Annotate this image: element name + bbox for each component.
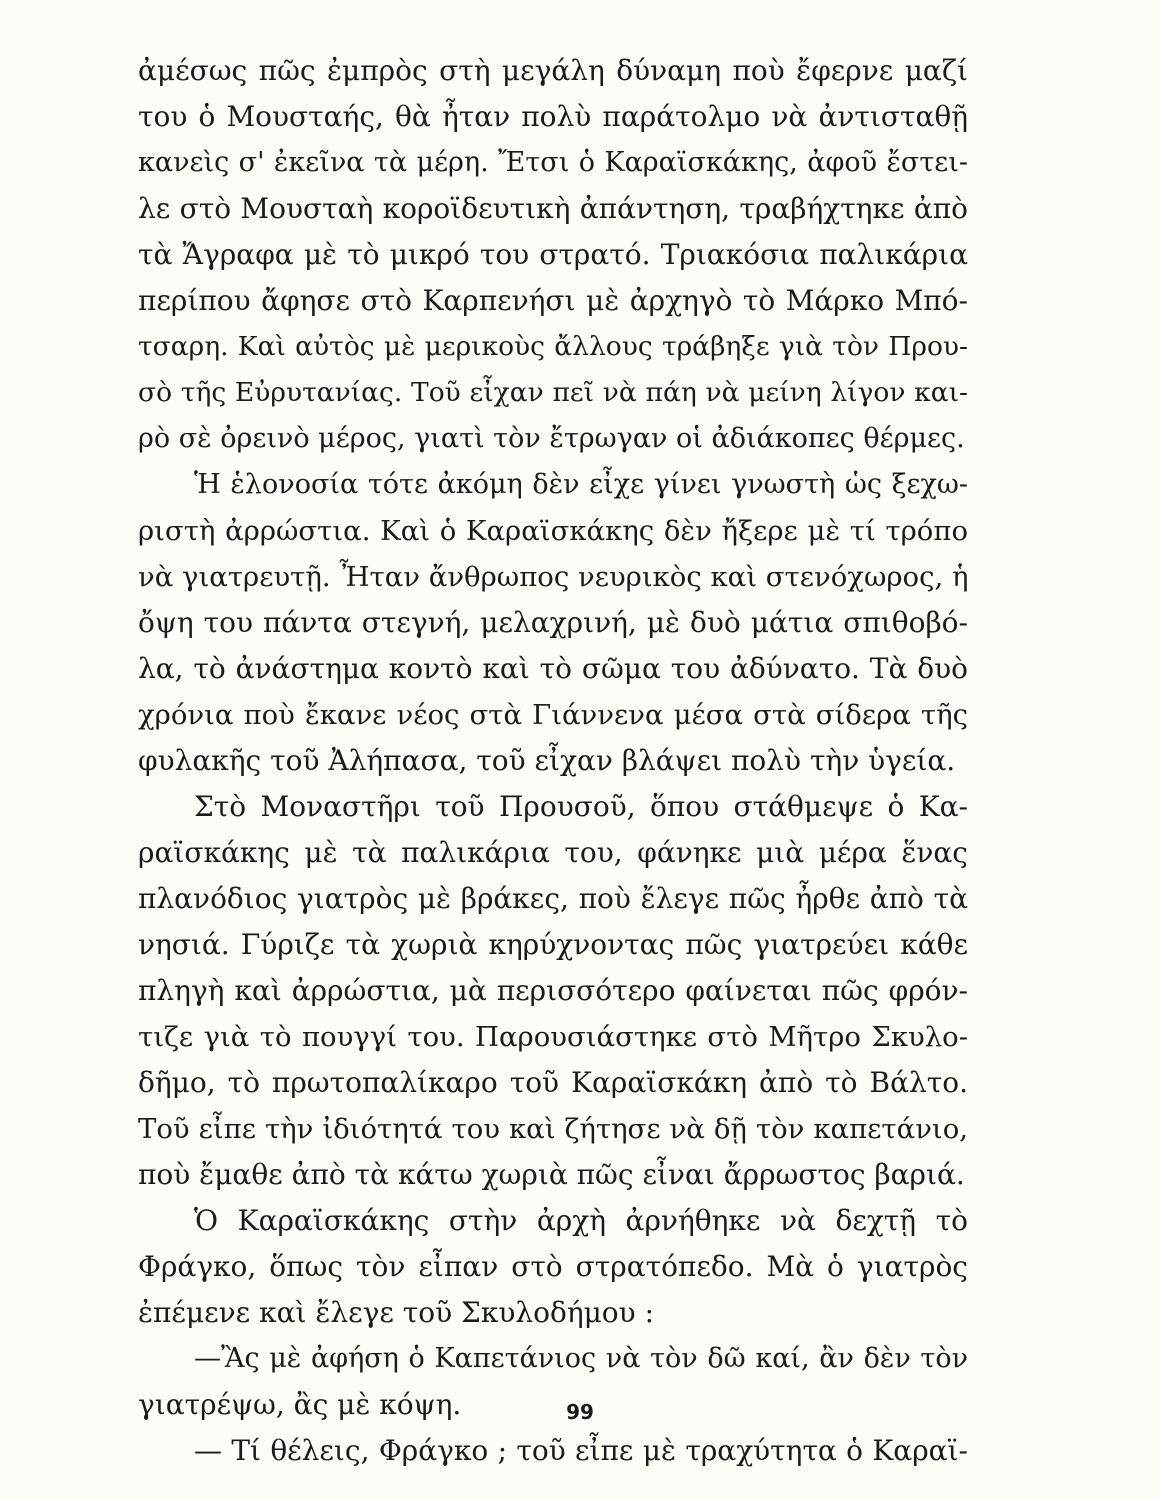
text-line: ἐπέμενε καὶ ἔλεγε τοῦ Σκυλοδήμου : (138, 1296, 655, 1329)
text-line: φυλακῆς τοῦ Ἀλήπασα, τοῦ εἶχαν βλάψει πολὺ τὴν ὑγεία. (138, 744, 956, 777)
text-line: Ἡ ἑλονοσία τότε ἀκόμη δὲν εἶχε γίνει γνωστὴ ὡς ξεχω- (194, 469, 968, 500)
text-line: τιζε γιὰ τὸ πουγγί του. Παρουσιάστηκε στὸ Μῆτρο Σκυλο- (138, 1021, 968, 1053)
text-line: Ὁ Καραϊσκάκης στὴν ἀρχὴ ἀρνήθηκε νὰ δεχτῇ τὸ (194, 1204, 968, 1237)
text-line: ἀμέσως πῶς ἐμπρὸς στὴ μεγάλη δύναμη ποὺ ἔφερνε μαζί (138, 54, 968, 87)
text-line: ριστὴ ἀρρώστια. Καὶ ὁ Καραϊσκάκης δὲν ἤξερε μὲ τί τρόπο (138, 515, 968, 547)
text-line: —Ἂς μὲ ἀφήση ὁ Καπετάνιος νὰ τὸν δῶ καί, ἂν δὲν τὸν (194, 1343, 968, 1374)
text-line: τὰ Ἄγραφα μὲ τὸ μικρό του στρατό. Τριακόσια παλικάρια (138, 238, 968, 271)
page-number: 99 (566, 1400, 594, 1424)
body-text (138, 48, 968, 1474)
text-line: δῆμο, τὸ πρωτοπαλίκαρο τοῦ Καραϊσκάκη ἀπὸ τὸ Βάλτο. (138, 1066, 968, 1099)
text-line: κανεὶς σ' ἐκεῖνα τὰ μέρη. Ἔτσι ὁ Καραϊσκάκης, ἀφοῦ ἔστει- (138, 147, 968, 178)
text-line: Φράγκο, ὅπως τὸν εἶπαν στὸ στρατόπεδο. Μὰ ὁ γιατρὸς (138, 1250, 968, 1283)
text-line: λε στὸ Μουσταὴ κοροϊδευτικὴ ἀπάντηση, τραβήχτηκε ἀπὸ (138, 192, 968, 225)
text-line: — Τί θέλεις, Φράγκο ; τοῦ εἶπε μὲ τραχύτητα ὁ Καραϊ- (194, 1434, 968, 1467)
text-line: περίπου ἄφησε στὸ Καρπενήσι μὲ ἀρχηγὸ τὸ Μάρκο Μπό- (138, 284, 968, 317)
text-line: ποὺ ἔμαθε ἀπὸ τὰ κάτω χωριὰ πῶς εἶναι ἄρρωστος βαριά. (138, 1158, 965, 1191)
text-line: σὸ τῆς Εὐρυτανίας. Τοῦ εἶχαν πεῖ νὰ πάη νὰ μείνη λίγον και- (138, 377, 968, 408)
text-line: νὰ γιατρευτῇ. Ἦταν ἄνθρωπος νευρικὸς καὶ στενόχωρος, ἡ (138, 561, 969, 593)
text-line: λα, τὸ ἀνάστημα κοντὸ καὶ τὸ σῶμα του ἀδύνατο. Τὰ δυὸ (138, 652, 968, 685)
text-line: πληγὴ καὶ ἀρρώστια, μὰ περισσότερο φαίνεται πῶς φρόν- (138, 974, 968, 1007)
text-line: του ὁ Μουσταής, θὰ ἦταν πολὺ παράτολμο νὰ ἀντισταθῇ (138, 100, 968, 133)
text-line: ὄψη του πάντα στεγνή, μελαχρινή, μὲ δυὸ μάτια σπιθοβό- (138, 606, 968, 639)
text-line: Στὸ Μοναστῆρι τοῦ Προυσοῦ, ὅπου στάθμεψε ὁ Κα- (194, 790, 968, 823)
text-line: ρὸ σὲ ὀρεινὸ μέρος, γιατὶ τὸν ἔτρωγαν οἱ ἀδιάκοπες θέρμες. (138, 423, 965, 454)
text-line: γιατρέψω, ἂς μὲ κόψη. (138, 1388, 462, 1421)
text-line: ραϊσκάκης μὲ τὰ παλικάρια του, φάνηκε μιὰ μέρα ἕνας (138, 836, 968, 869)
text-line: τσαρη. Καὶ αὐτὸς μὲ μερικοὺς ἄλλους τράβηξε γιὰ τὸν Πρου- (138, 331, 968, 362)
text-line: Τοῦ εἶπε τὴν ἰδιότητά του καὶ ζήτησε νὰ δῇ τὸν καπετάνιο, (138, 1113, 968, 1145)
text-line: χρόνια ποὺ ἔκανε νέος στὰ Γιάννενα μέσα στὰ σίδερα τῆς (138, 699, 968, 731)
text-line: νησιά. Γύριζε τὰ χωριὰ κηρύχνοντας πῶς γιατρεύει κάθε (138, 928, 968, 961)
text-line: πλανόδιος γιατρὸς μὲ βράκες, ποὺ ἔλεγε πῶς ἦρθε ἀπὸ τὰ (138, 882, 968, 915)
